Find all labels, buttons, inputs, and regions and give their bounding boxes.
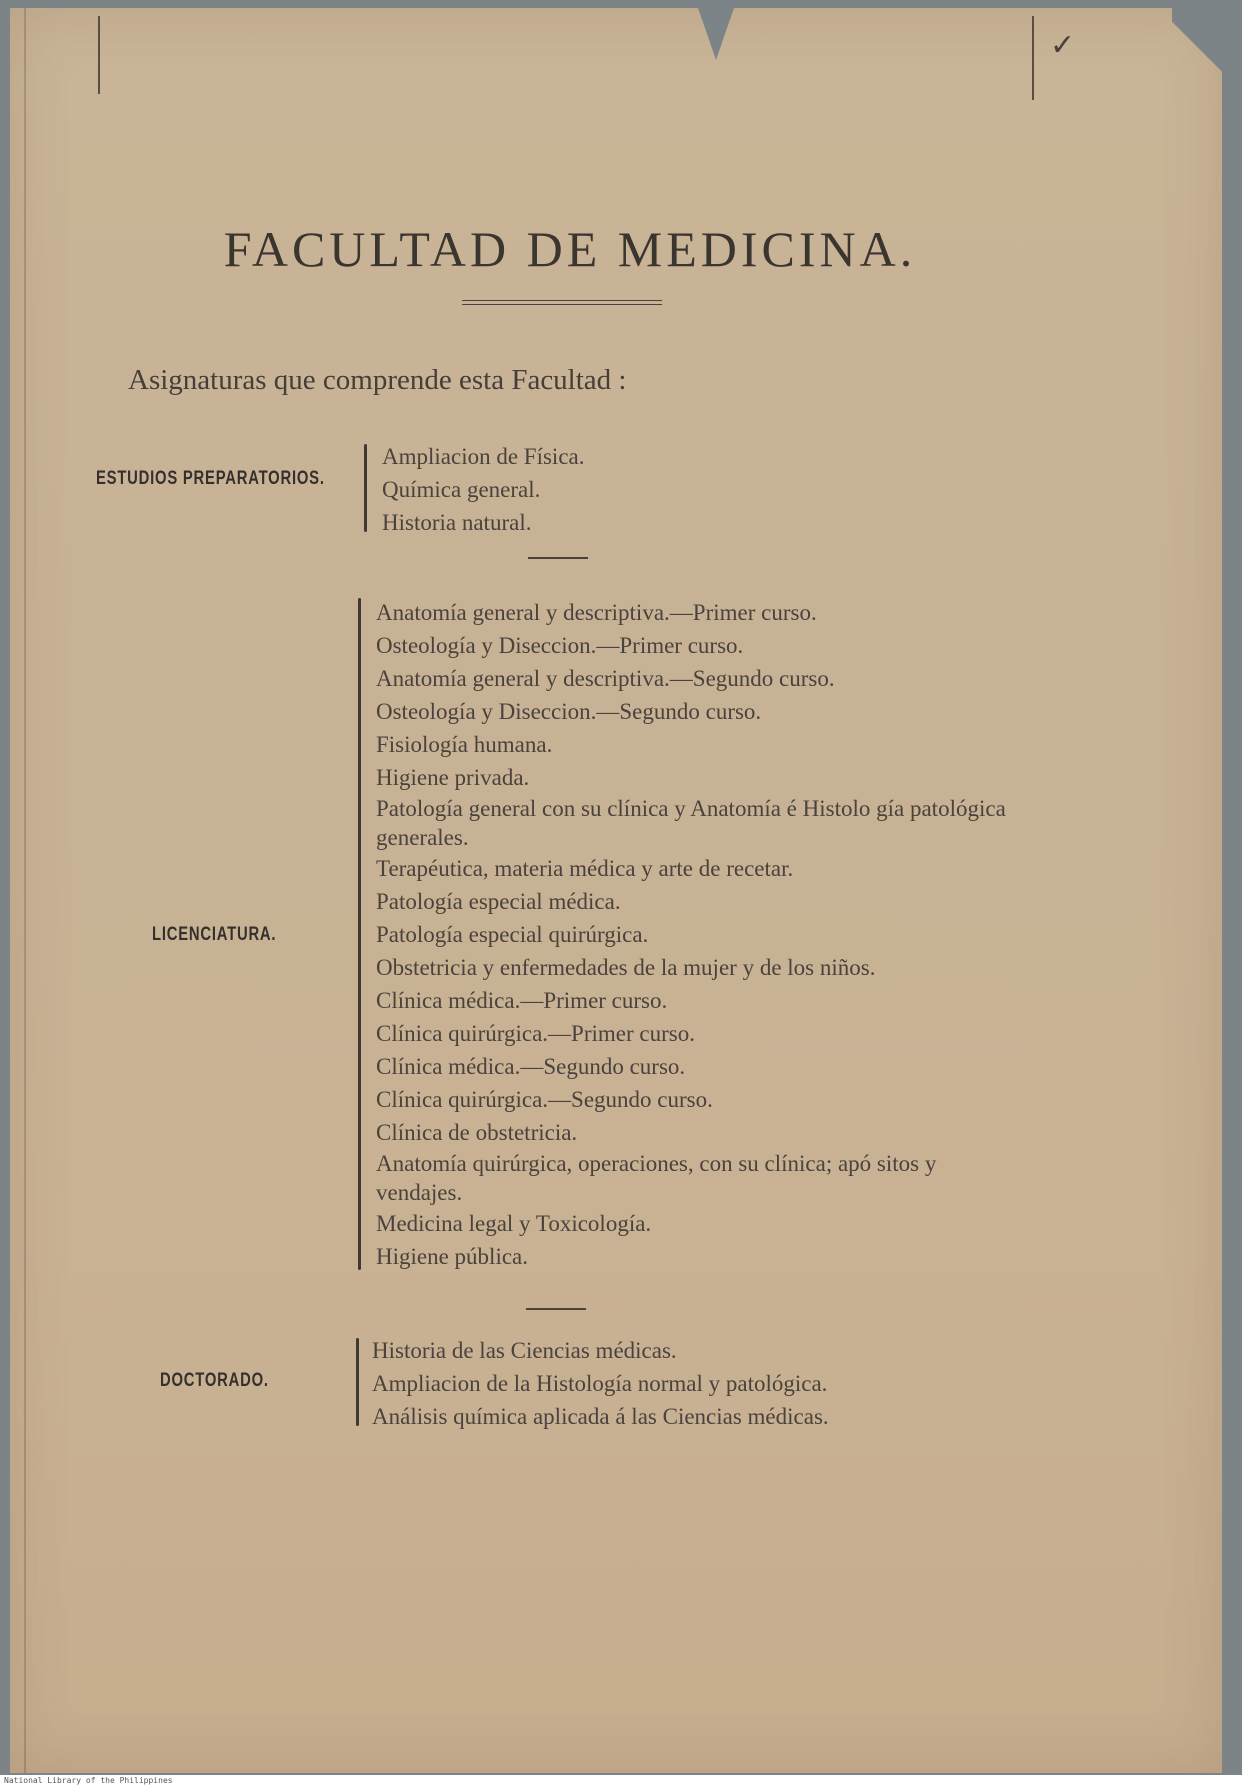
list-item: Patología especial médica. [376,889,621,914]
intro-text: Asignaturas que comprende esta Facultad : [128,364,627,396]
list-item: Osteología y Diseccion.—Primer curso. [376,633,744,658]
page-title: FACULTAD DE MEDICINA. [223,221,917,277]
section-divider [526,1308,586,1310]
section-label-doctorado: DOCTORADO. [160,1370,269,1391]
list-item: Higiene privada. [376,765,530,790]
list-item: Osteología y Diseccion.—Segundo curso. [376,699,762,724]
list-item: Terapéutica, materia médica y arte de recetar. [376,856,794,881]
list-item: Historia de las Ciencias médicas. [372,1338,677,1363]
brace-preparatorios [364,444,367,532]
margin-line-right [1032,16,1034,100]
list-item: Clínica médica.—Segundo curso. [376,1054,686,1079]
document-sheet [10,8,1222,1773]
list-licenciatura [376,596,1026,1273]
folded-corner [1172,8,1222,98]
section-divider [528,557,588,559]
check-mark: ✓ [1050,28,1076,63]
list-item: Clínica médica.—Primer curso. [376,988,668,1013]
list-preparatorios [382,440,585,539]
list-item: Análisis química aplicada á las Ciencias médicas. [372,1404,829,1429]
list-item: Clínica de obstetricia. [376,1120,578,1145]
list-item: Medicina legal y Toxicología. [376,1211,652,1236]
list-item: Anatomía quirúrgica, operaciones, con su clínica; apó sitos y vendajes. [376,1151,937,1205]
list-item: Anatomía general y descriptiva.—Segundo curso. [376,666,835,691]
section-label-preparatorios: ESTUDIOS PREPARATORIOS. [96,468,325,489]
margin-line-left [98,16,100,94]
section-label-licenciatura: LICENCIATURA. [152,924,277,945]
list-item: Química general. [382,477,541,502]
list-item: Ampliacion de la Histología normal y patológica. [372,1371,828,1396]
brace-licenciatura [358,598,361,1270]
list-item: Obstetricia y enfermedades de la mujer y de los niños. [376,955,876,980]
list-item: Fisiología humana. [376,732,553,757]
list-item: Anatomía general y descriptiva.—Primer curso. [376,600,817,625]
list-item: Clínica quirúrgica.—Segundo curso. [376,1087,713,1112]
list-item: Historia natural. [382,510,532,535]
list-doctorado [372,1334,829,1433]
brace-doctorado [356,1338,359,1426]
list-item: Clínica quirúrgica.—Primer curso. [376,1021,695,1046]
list-item: Patología especial quirúrgica. [376,922,649,947]
scan-footer: National Library of the Philippines [0,1775,1242,1787]
list-item: Higiene pública. [376,1244,529,1269]
list-item: Patología general con su clínica y Anatomía é Histolo gía patológica generales. [376,796,1006,850]
title-underline [462,300,662,305]
list-item: Ampliacion de Física. [382,444,585,469]
paper-notch [698,8,734,60]
